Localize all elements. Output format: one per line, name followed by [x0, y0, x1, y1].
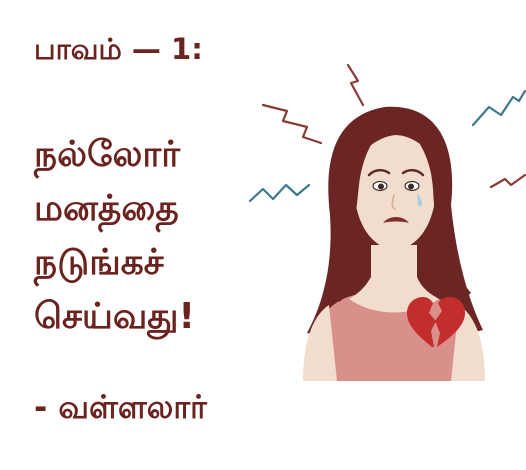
- verse: [34, 128, 195, 344]
- sad-woman-illustration: [245, 55, 526, 385]
- pupil-left: [378, 184, 384, 190]
- zigzag-top-left: [263, 105, 321, 143]
- zigzag-right: [491, 175, 525, 187]
- zigzag-top-right: [473, 91, 525, 125]
- verse-line-4: செய்வது!: [34, 296, 195, 337]
- page-heading: பாவம் — 1:: [34, 32, 203, 66]
- verse-line-3: நடுங்கச்: [34, 242, 164, 283]
- zigzag-left: [250, 185, 309, 201]
- verse-line-2: மனத்தை: [34, 188, 179, 229]
- pupil-right: [408, 184, 414, 190]
- author-attribution: - வள்ளலார்: [34, 388, 207, 426]
- verse-line-1: நல்லோர்: [34, 134, 181, 175]
- zigzag-top: [348, 65, 363, 105]
